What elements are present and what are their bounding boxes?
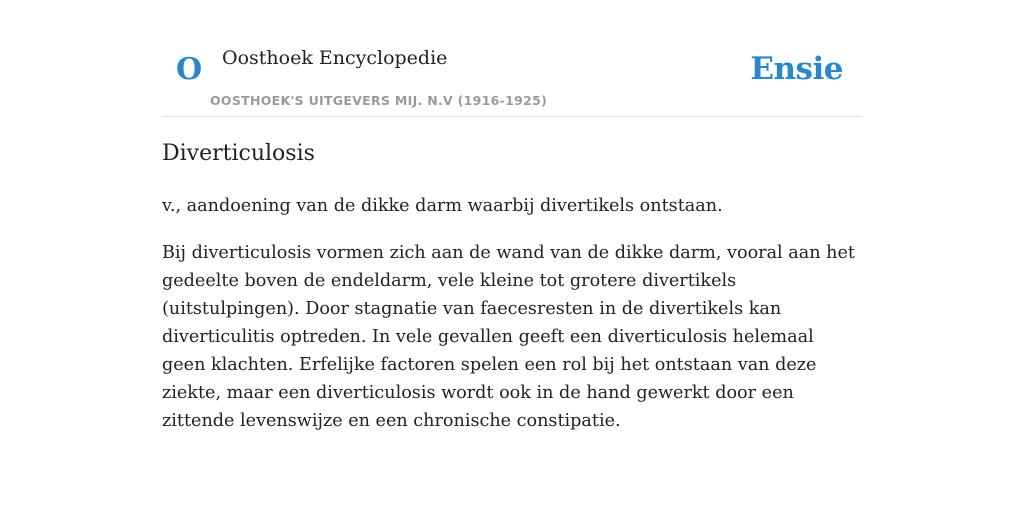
ensie-logo-link[interactable]: Ensie xyxy=(750,51,843,87)
publisher-label: OOSTHOEK'S UITGEVERS MIJ. N.V (1916-1925) xyxy=(210,93,548,108)
source-title-link[interactable]: Oosthoek Encyclopedie xyxy=(222,47,448,69)
entry-content xyxy=(162,136,862,435)
entry-title: Diverticulosis xyxy=(162,141,315,166)
entry-short-definition: v., aandoening van de dikke darm waarbij divertikels ontstaan. xyxy=(162,196,723,216)
source-logo-icon[interactable]: O xyxy=(176,52,203,87)
source-header xyxy=(162,0,862,117)
entry-body-text: Bij diverticulosis vormen zich aan de wand van de dikke darm, vooral aan het gedeelte boven de endeldarm, vele kleine tot grotere divertikels (uitstulpingen). Door stagnatie van faecesresten in de divertikels kan diverticulitis optreden. In vele gevallen geeft een diverticulosis helemaal geen klachten. Erfelijke factoren spelen een rol bij het ontstaan van deze ziekte, maar een diverticulosis wordt ook in de hand gewerkt door een zittende levenswijze en een chronische constipatie. xyxy=(162,243,855,431)
